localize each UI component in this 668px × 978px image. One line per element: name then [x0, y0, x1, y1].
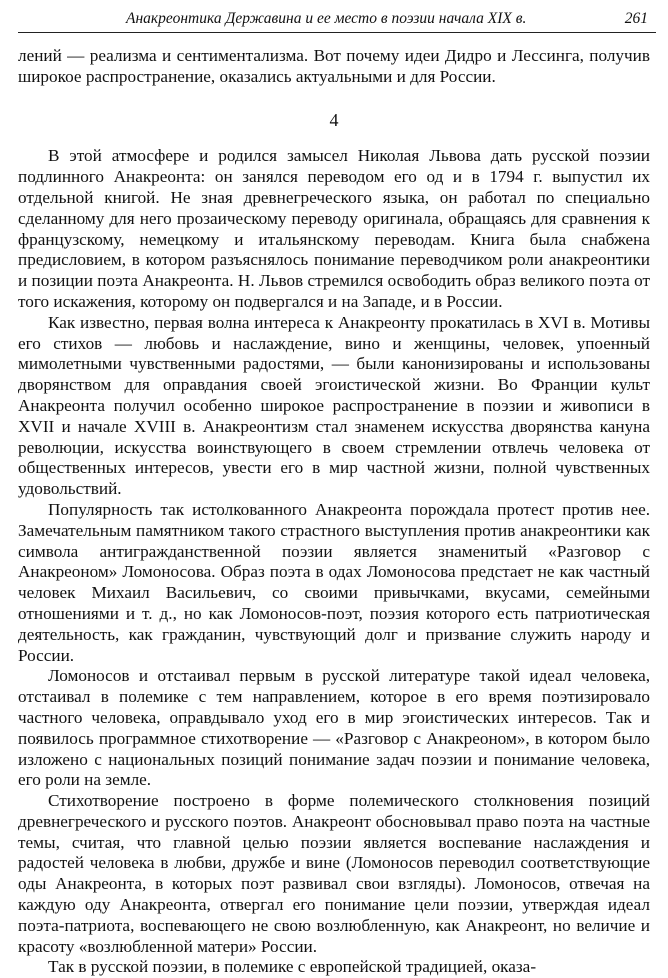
paragraph-1: В этой атмосфере и родился замысел Николая Львова дать русской поэзии подлинного Анакреонта: он занялся переводом его од и в 1794 г. выпустил их отдельной книгой. Не зная древнегреческого языка, он работал по специально сделанному для него прозаическому переводу оригинала, обращаясь для сравнения к французскому, немецкому и итальянскому переводам. Книга была снабжена предисловием, в котором разъяснялось понимание переводчиком роли анакреонтики и позиции поэта Анакреонта. Н. Львов стремился освободить образ великого поэта от того искажения, которому он подвергался и на Западе, и в России.	[18, 146, 650, 311]
running-header	[18, 6, 656, 33]
paragraph-4: Ломоносов и отстаивал первым в русской литературе такой идеал человека, отстаивал в полемике с тем направлением, которое в его время поэтизировало частного человека, оправдывало уход его в мир эгоистических интересов. Так и появилось программное стихотворение — «Разговор с Анакреоном», в котором было изложено с национальных позиций понимание задач поэзии и понимание человека, его роли на земле.	[18, 666, 650, 790]
paragraph-6: Так в русской поэзии, в полемике с европейской традицией, оказа-	[48, 957, 537, 977]
section-number: 4	[329, 109, 339, 130]
paragraph-5: Стихотворение построено в форме полемического столкновения позиций древнегреческого и русского поэтов. Анакреонт обосновывал право поэта на частные темы, считая, что главной целью поэзии является воспевание наслаждения и радостей человека в любви, дружбе и вине (Ломоносов переводил соответствующие оды Анакреонта, в которых поэт развивал свои взгляды). Ломоносов, отвечая на каждую оду Анакреонта, отвергал его понимание цели поэзии, утверждая идеал поэта-патриота, воспевающего не свою возлюбленную, как Анакреонт, но величие и красоту «возлюбленной матери» России.	[18, 791, 650, 956]
paragraph-2: Как известно, первая волна интереса к Анакреонту прокатилась в XVI в. Мотивы его стихов — любовь и наслаждение, вино и женщины, человек, упоенный мимолетными чувственными радостями, — были канонизированы и использованы дворянством для оправдания своей эгоистической жизни. Во Франции культ Анакреонта получил особенно широкое распространение в поэзии и живописи в XVII и начале XVIII в. Анакреонтизм стал знаменем искусства дворянства кануна революции, искусства воинствующего в своем стремлении отвлечь человека от общественных интересов, увести его в мир частной жизни, полной чувственных удовольствий.	[18, 312, 650, 499]
paragraph-3: Популярность так истолкованного Анакреонта порождала протест против нее. Замечательным памятником такого страстного выступления против анакреонтики как символа антигражданственной поэзии является знаменитый «Разговор с Анакреоном» Ломоносова. Образ поэта в одах Ломоносова предстает не как частный человек Михаил Васильевич, со своими привычками, вкусами, семейными отношениями и т. д., но как Ломоносов-поэт, поэзия которого есть патриотическая деятельность, как гражданин, чувствующий долг и призвание служить народу и России.	[18, 499, 650, 665]
running-head-title: Анакреонтика Державина и ее место в поэзии начала XIX в.	[126, 10, 527, 27]
text-body	[18, 46, 650, 978]
page-number: 261	[624, 10, 648, 27]
paragraph-continuation: лений — реализма и сентиментализма. Вот почему идеи Дидро и Лессинга, получив широкое распространение, оказались актуальными и для России.	[18, 46, 650, 86]
